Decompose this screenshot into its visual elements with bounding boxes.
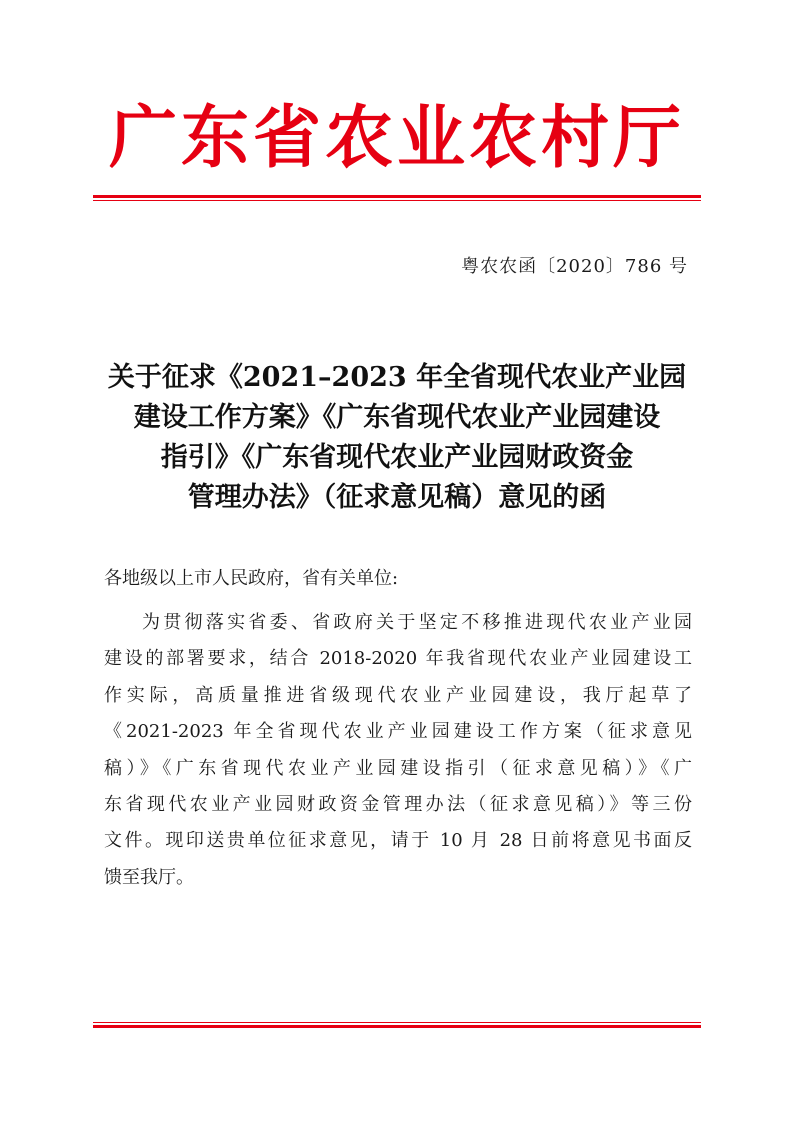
body-line: 文件。现印送贵单位征求意见，请于 10 月 28 日前将意见书面反 (104, 830, 692, 852)
body-line: 作实际，高质量推进省级现代农业产业园建设，我厅起草了 (104, 684, 692, 706)
body-line: 建设的部署要求，结合 2018-2020 年我省现代农业产业园建设工 (104, 648, 692, 670)
letterhead-red-rule (93, 195, 701, 201)
footer-red-rule (93, 1022, 701, 1028)
body-line: 为贯彻落实省委、省政府关于坚定不移推进现代农业产业园 (142, 612, 692, 633)
title-line: 建设工作方案》《广东省现代农业产业园建设 (133, 402, 661, 433)
title-line: 关于征求《2021–2023 年全省现代农业产业园 (107, 362, 687, 393)
body-line: 馈至我厅。 (104, 866, 194, 888)
title-line: 指引》《广东省现代农业产业园财政资金 (160, 442, 634, 473)
body-paragraph (104, 605, 692, 896)
salutation: 各地级以上市人民政府，省有关单位: (104, 568, 399, 589)
document-title (93, 358, 701, 518)
letterhead-org-name: 广东省农业农村厅 (108, 98, 685, 178)
body-line: 《2021-2023 年全省现代农业产业园建设工作方案（征求意见 (104, 721, 692, 743)
document-number: 粤农农函〔2020〕786 号 (461, 256, 688, 277)
body-line: 稿）》《广东省现代农业产业园建设指引（征求意见稿）》《广 (104, 757, 692, 779)
body-line: 东省现代农业产业园财政资金管理办法（征求意见稿）》等三份 (104, 793, 692, 815)
title-line: 管理办法》（征求意见稿）意见的函 (187, 482, 607, 513)
